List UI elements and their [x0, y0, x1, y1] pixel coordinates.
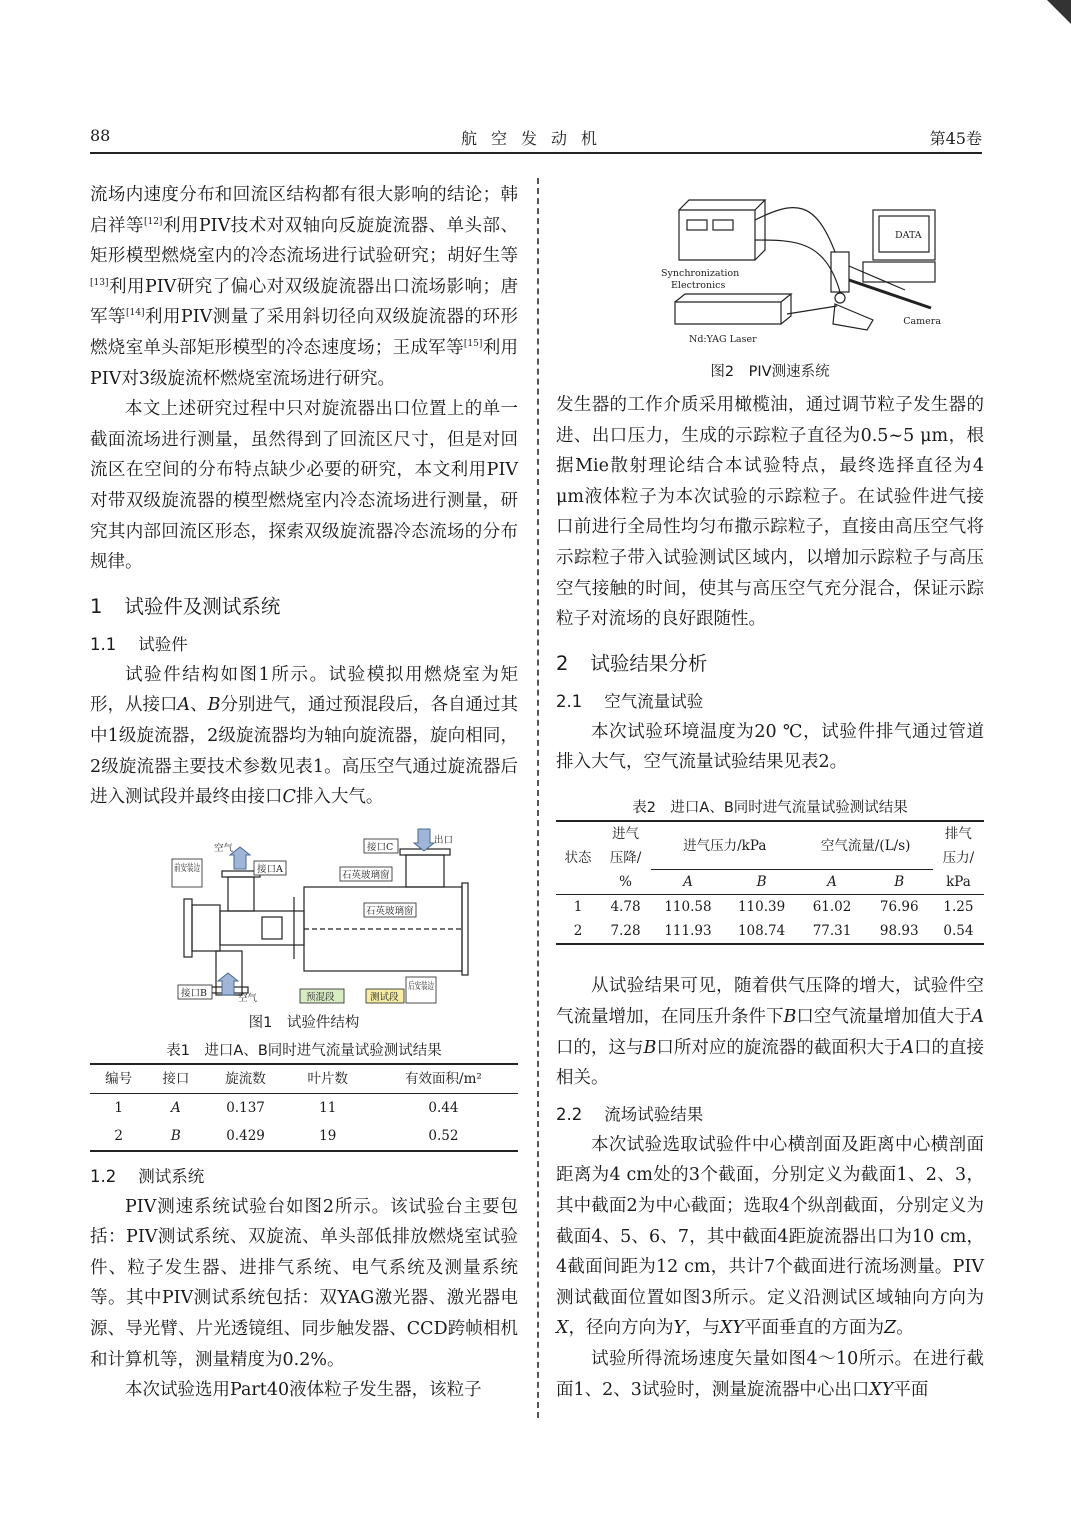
- label-sync-2: Electronics: [671, 280, 726, 291]
- piv-system-diagram: [605, 180, 941, 358]
- page-corner-mark: [1047, 0, 1071, 24]
- citation[interactable]: [12]: [143, 216, 163, 227]
- paragraph-airflow-test: 本次试验环境温度为20 ℃，试验件排气通过管道排入大气，空气流量试验结果见表2。: [556, 721, 984, 773]
- volume-label: 第45卷: [929, 129, 982, 148]
- section-heading-2-2: 2.2 流场试验结果: [556, 1104, 704, 1124]
- label-port-b: 接口B: [181, 987, 207, 999]
- table-1-header: 叶片数: [307, 1070, 348, 1087]
- label-front-flange: 前安装边: [174, 862, 213, 874]
- label-outlet: 出口: [434, 834, 454, 846]
- label-rear-flange: 后安装边: [408, 980, 447, 992]
- table-1: [90, 1063, 518, 1152]
- table-2-header-drop: 进气: [612, 825, 640, 842]
- table-2-caption: 表2 进口A、B同时进气流量试验测试结果: [632, 799, 908, 816]
- section-heading-1: 1 试验件及测试系统: [90, 594, 281, 618]
- journal-title: 航空发动机: [460, 129, 611, 148]
- table-row: 1 A 0.137 11 0.44: [114, 1099, 459, 1116]
- paragraph-tracer-particles: 发生器的工作介质采用橄榄油，通过调节粒子发生器的进、出口压力，生成的示踪粒子直径为0.5~5 μm，根据Mie散射理论结合本试验特点，最终选择直径为4 μm液体粒子为本次试验的示踪粒子。在试验件进气接口前进行全局性均匀布撒示踪粒子，直接由高压空气将示踪粒子带入试验测试区域内，以增加示踪粒子与高压空气接触的时间，使其与高压空气充分混合，保证示踪粒子对流场的良好跟随性。: [556, 395, 984, 630]
- table-row: 2 B 0.429 19 0.52: [90, 1122, 518, 1151]
- paragraph-particle-generator: 本次试验选用Part40液体粒子发生器，该粒子: [125, 1380, 482, 1401]
- figure-1-caption: 图1 试验件结构: [248, 1014, 360, 1031]
- label-quartz-1: 石英玻璃窗: [342, 869, 390, 881]
- figure-2-caption: 图2 PIV测速系统: [710, 364, 830, 380]
- table-row: 2 7.28 111.93 108.74 77.31 98.93 0.54: [573, 923, 974, 940]
- page-number: 88: [90, 126, 111, 145]
- right-column: [556, 180, 984, 1405]
- citation[interactable]: [13]: [90, 277, 109, 288]
- label-camera: Camera: [903, 316, 941, 327]
- table-2-header-exhaust: 排气: [944, 825, 972, 842]
- test-piece-diagram: [134, 827, 474, 1007]
- section-heading-2: 2 试验结果分析: [556, 651, 708, 675]
- label-quartz-2: 石英玻璃窗: [366, 905, 414, 917]
- citation[interactable]: [15]: [463, 339, 483, 350]
- left-column: [90, 180, 518, 1406]
- running-header: [90, 126, 982, 154]
- table-1-header: 旋流数: [225, 1070, 266, 1087]
- paragraph-test-system: PIV测速系统试验台如图2所示。该试验台主要包括：PIV测试系统、双旋流、单头部低排放燃烧室试验件、粒子发生器、进排气系统、电气系统及测量系统等。其中PIV测试系统包括：双YAG激光器、激光器电源、导光臂、片光透镜组、同步触发器、CCD跨帧相机和计算机等，测量精度为0.2%。: [90, 1196, 518, 1370]
- label-air-top: 空气: [214, 842, 234, 854]
- label-laser: Nd:YAG Laser: [689, 334, 757, 345]
- paragraph-motivation: 本文上述研究过程中只对旋流器出口位置上的单一截面流场进行测量，虽然得到了回流区尺寸，但是对回流区在空间的分布特点缺少必要的研究，本文利用PIV对带双级旋流器的模型燃烧室内冷态流场进行测量，研究其内部回流区形态，探索双级旋流器冷态流场的分布规律。: [90, 399, 518, 573]
- figure-2: [556, 180, 984, 384]
- table-1-header: 接口: [162, 1070, 190, 1087]
- section-heading-2-1: 2.1 空气流量试验: [556, 691, 704, 711]
- table-1-caption: 表1 进口A、B同时进气流量试验测试结果: [166, 1042, 442, 1059]
- header-rule: [90, 152, 982, 154]
- label-port-a: 接口A: [257, 863, 283, 875]
- paragraph-test-piece: 试验件结构如图1所示。试验模拟用燃烧室为矩形，从接口A、B分别进气，通过预混段后，各自通过其中1级旋流器，2级旋流器均为轴向旋流器，旋向相同，2级旋流器主要技术参数见表1。高压空气通过旋流器后进入测试段并最终由接口C排入大气。: [90, 664, 519, 808]
- table-2-header-state: 状态: [564, 850, 592, 867]
- table-1-header: 编号: [105, 1070, 133, 1087]
- label-air-bottom: 空气: [238, 992, 258, 1004]
- table-row: 1 4.78 110.58 110.39 61.02 76.96 1.25: [573, 899, 974, 916]
- paragraph-velocity-vectors: 试验所得流场速度矢量如图4～10所示。在进行截面1、2、3试验时，测量旋流器中心出口XY平面: [556, 1348, 984, 1400]
- label-test-section: 测试段: [370, 991, 399, 1003]
- label-data: DATA: [895, 230, 922, 241]
- table-2-header-pressure: 进气压力/kPa: [651, 821, 798, 870]
- column-divider: [537, 178, 539, 1418]
- section-heading-1-1: 1.1 试验件: [90, 634, 188, 654]
- citation[interactable]: [14]: [125, 308, 145, 319]
- table-1-header: 有效面积/m²: [405, 1070, 482, 1087]
- table-2: 状态 进气 进气压力/kPa 空气流量/(L/s) 排气 压降/ 压力/ % A B A B kPa 1 4.78 110.58 110.39 61.02 76.96 1.25 2 7.28 111.93 108.74 77.31 98.93 0.54: [556, 820, 984, 946]
- label-premix: 预混段: [306, 991, 335, 1003]
- paragraph-flow-field-sections: 本次试验选取试验件中心横剖面及距离中心横剖面距离为4 cm处的3个截面，分别定义为截面1、2、3，其中截面2为中心截面；选取4个纵剖截面，分别定义为截面4、5、6、7，其中截面4距旋流器出口为10 cm，4截面间距为12 cm，共计7个截面进行流场测量。PIV测试截面位置如图3所示。定义沿测试区域轴向方向为X，径向方向为Y，与XY平面垂直的方面为Z。: [556, 1134, 984, 1339]
- label-port-c: 接口C: [367, 841, 394, 853]
- paragraph-airflow-results: 从试验结果可见，随着供气压降的增大，试验件空气流量增加，在同压升条件下B口空气流量增加值大于A口的，这与B口所对应的旋流器的截面积大于A口的直接相关。: [556, 976, 985, 1089]
- table-2-header-flow: 空气流量/(L/s): [798, 821, 932, 870]
- section-heading-1-2: 1.2 测试系统: [90, 1166, 205, 1186]
- paragraph-related-work: 流场内速度分布和回流区结构都有很大影响的结论；韩启祥等[12]利用PIV技术对双轴向反旋旋流器、单头部、矩形模型燃烧室内的冷态流场进行试验研究；胡好生等[13]利用PIV研究了偏心对双级旋流器出口流场影响；唐军等[14]利用PIV测量了采用斜切径向双级旋流器的环形燃烧室单头部矩形模型的冷态速度场；王成军等[15]利用PIV对3级旋流杯燃烧室流场进行研究。: [90, 185, 519, 389]
- label-sync-1: Synchronization: [661, 268, 740, 279]
- figure-1: [90, 827, 518, 1035]
